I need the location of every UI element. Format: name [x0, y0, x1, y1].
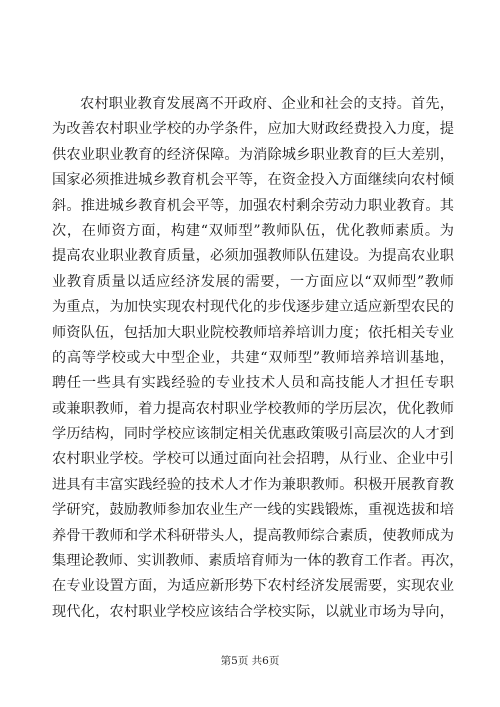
- paragraph-line: 的高等学校或大中型企业，共建“双师型”教师培养培训基地，: [52, 349, 454, 366]
- paragraph-line: 农村职业教育发展离不开政府、企业和社会的支持。首先，: [80, 96, 454, 112]
- paragraph-line: 国家必须推进城乡教育机会平等，在资金投入方面继续向农村倾: [52, 172, 454, 189]
- paragraph-line: 为改善农村职业学校的办学条件，应加大财政经费投入力度，提: [52, 121, 454, 138]
- paragraph-line: 学研究，鼓励教师参加农业生产一线的实践锻炼，重视选拔和培: [52, 502, 454, 519]
- paragraph-line: 斜。推进城乡教育机会平等，加强农村剩余劳动力职业教育。其: [52, 197, 454, 214]
- paragraph-line: 学历结构，同时学校应该制定相关优惠政策吸引高层次的人才到: [52, 426, 454, 443]
- paragraph-line: 集理论教师、实训教师、素质培育师为一体的教育工作者。再次，: [52, 553, 464, 570]
- document-body: [52, 92, 464, 625]
- paragraph-line: 养骨干教师和学术科研带头人，提高教师综合素质，使教师成为: [52, 527, 454, 544]
- paragraph-line: 或兼职教师，着力提高农村职业学校教师的学历层次，优化教师: [52, 400, 454, 417]
- paragraph-line: 农村职业学校。学校可以通过面向社会招聘，从行业、企业中引: [52, 451, 454, 468]
- page-number-footer: 第5页 共6页: [220, 655, 280, 667]
- paragraph-line: 进具有丰富实践经验的技术人才作为兼职教师。积极开展教育教: [52, 476, 454, 493]
- paragraph-line: 提高农业职业教育质量，必须加强教师队伍建设。为提高农业职: [52, 248, 454, 265]
- paragraph-line: 在专业设置方面，为适应新形势下农村经济发展需要，实现农业: [52, 578, 454, 595]
- paragraph-line: 为重点，为加快实现农村现代化的步伐逐步建立适应新型农民的: [52, 299, 454, 316]
- paragraph-line: 业教育质量以适应经济发展的需要，一方面应以“双师型”教师: [52, 273, 454, 290]
- paragraph-line: 聘任一些具有实践经验的专业技术人员和高技能人才担任专职: [52, 375, 454, 392]
- paragraph-line: 现代化，农村职业学校应该结合学校实际，以就业市场为导向，: [52, 603, 454, 620]
- paragraph-line: 师资队伍，包括加大职业院校教师培养培训力度；依托相关专业: [52, 324, 454, 341]
- paragraph-line: 次，在师资方面，构建“双师型”教师队伍，优化教师素质。为: [52, 222, 454, 239]
- paragraph-line: 供农业职业教育的经济保障。为消除城乡职业教育的巨大差别，: [52, 146, 454, 163]
